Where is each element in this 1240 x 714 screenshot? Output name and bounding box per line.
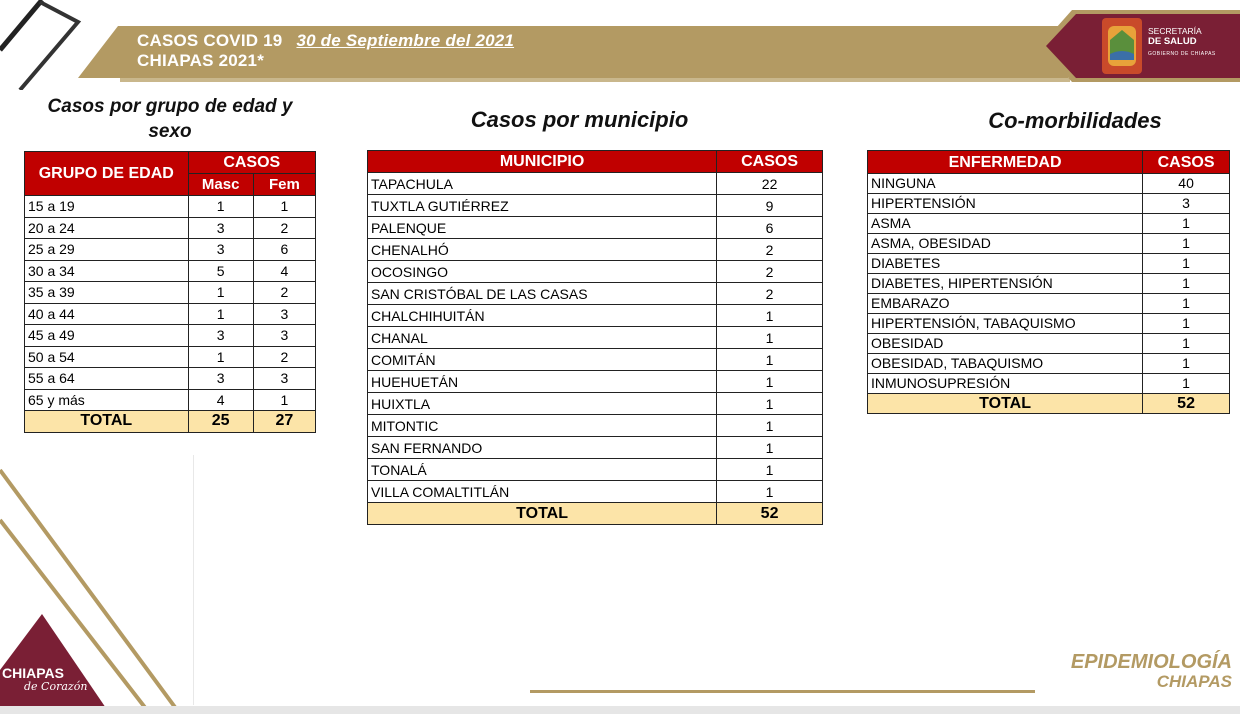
- table-row: 15 a 19 1 1: [25, 196, 316, 218]
- comorbidades-table: [867, 150, 1230, 414]
- epi-line2: CHIAPAS: [1156, 672, 1232, 691]
- table-row: EMBARAZO 1: [868, 294, 1230, 314]
- table-row: 30 a 34 5 4: [25, 260, 316, 282]
- table-row: CHENALHÓ 2: [368, 239, 823, 261]
- header-title: [137, 31, 514, 71]
- title-line2: CHIAPAS 2021*: [137, 51, 265, 70]
- municipio-table: [367, 150, 823, 525]
- table-row: NINGUNA 40: [868, 174, 1230, 194]
- table-row: SAN FERNANDO 1: [368, 437, 823, 459]
- table-row: SAN CRISTÓBAL DE LAS CASAS 2: [368, 283, 823, 305]
- badge-text: [1148, 26, 1216, 59]
- table-row: HUEHUETÁN 1: [368, 371, 823, 393]
- corner-decoration: [0, 0, 90, 90]
- table-row: DIABETES, HIPERTENSIÓN 1: [868, 274, 1230, 294]
- col-header-fem: Fem: [253, 174, 315, 196]
- epi-line1: EPIDEMIOLOGÍA: [1070, 651, 1232, 673]
- table-row: INMUNOSUPRESIÓN 1: [868, 374, 1230, 394]
- header-band-cut: [78, 26, 118, 78]
- table-row: 35 a 39 1 2: [25, 282, 316, 304]
- table-row: HIPERTENSIÓN 3: [868, 194, 1230, 214]
- col-header-cases: CASOS: [717, 151, 823, 173]
- table-row: DIABETES 1: [868, 254, 1230, 274]
- table-row: TONALÁ 1: [368, 459, 823, 481]
- table-row: 25 a 29 3 6: [25, 239, 316, 261]
- table-row: TAPACHULA 22: [368, 173, 823, 195]
- table-row: MITONTIC 1: [368, 415, 823, 437]
- table-row: ASMA 1: [868, 214, 1230, 234]
- col-header-municipio: MUNICIPIO: [368, 151, 717, 173]
- total-row: TOTAL 25 27: [25, 411, 316, 433]
- age-sex-table: [24, 151, 316, 433]
- col-header-enfermedad: ENFERMEDAD: [868, 151, 1143, 174]
- chiapas-logo-text: CHIAPAS: [2, 665, 64, 681]
- table-row: OBESIDAD 1: [868, 334, 1230, 354]
- footer-line: [530, 690, 1035, 693]
- municipio-title: Casos por municipio: [470, 107, 689, 132]
- table-row: 65 y más 4 1: [25, 389, 316, 411]
- table-row: VILLA COMALTITLÁN 1: [368, 481, 823, 503]
- bottom-strip: [0, 706, 1240, 714]
- title-line1: CASOS COVID 19: [137, 31, 283, 50]
- col-header-group: GRUPO DE EDAD: [25, 152, 189, 196]
- table-row: CHANAL 1: [368, 327, 823, 349]
- table-row: 45 a 49 3 3: [25, 325, 316, 347]
- report-date: 30 de Septiembre del 2021: [296, 31, 515, 50]
- total-row: TOTAL 52: [368, 503, 823, 525]
- col-header-masc: Masc: [188, 174, 253, 196]
- chiapas-de-corazon-logo: [2, 666, 87, 694]
- badge-line1: SECRETARÍA: [1148, 26, 1202, 36]
- chiapas-logo-subtext: de Corazón: [24, 680, 88, 693]
- table-row: HIPERTENSIÓN, TABAQUISMO 1: [868, 314, 1230, 334]
- badge-line2: DE SALUD: [1148, 36, 1197, 47]
- header-underline: [120, 78, 1070, 82]
- table-row: 55 a 64 3 3: [25, 368, 316, 390]
- comorbidades-title: Co-morbilidades: [988, 108, 1162, 133]
- badge-line3: GOBIERNO DE CHIAPAS: [1148, 51, 1216, 57]
- table-row: 50 a 54 1 2: [25, 346, 316, 368]
- table-row: COMITÁN 1: [368, 349, 823, 371]
- table-row: PALENQUE 6: [368, 217, 823, 239]
- epidemiologia-logo: [1036, 652, 1232, 692]
- table-row: HUIXTLA 1: [368, 393, 823, 415]
- table-row: CHALCHIHUITÁN 1: [368, 305, 823, 327]
- age-sex-title: Casos por grupo de edad y sexo: [47, 96, 293, 142]
- col-header-cases: CASOS: [1143, 151, 1230, 174]
- col-header-cases: CASOS: [188, 152, 315, 174]
- table-row: OCOSINGO 2: [368, 261, 823, 283]
- table-row: 40 a 44 1 3: [25, 303, 316, 325]
- table-row: TUXTLA GUTIÉRREZ 9: [368, 195, 823, 217]
- table-row: 20 a 24 3 2: [25, 217, 316, 239]
- total-row: TOTAL 52: [868, 394, 1230, 414]
- table-row: OBESIDAD, TABAQUISMO 1: [868, 354, 1230, 374]
- table-row: ASMA, OBESIDAD 1: [868, 234, 1230, 254]
